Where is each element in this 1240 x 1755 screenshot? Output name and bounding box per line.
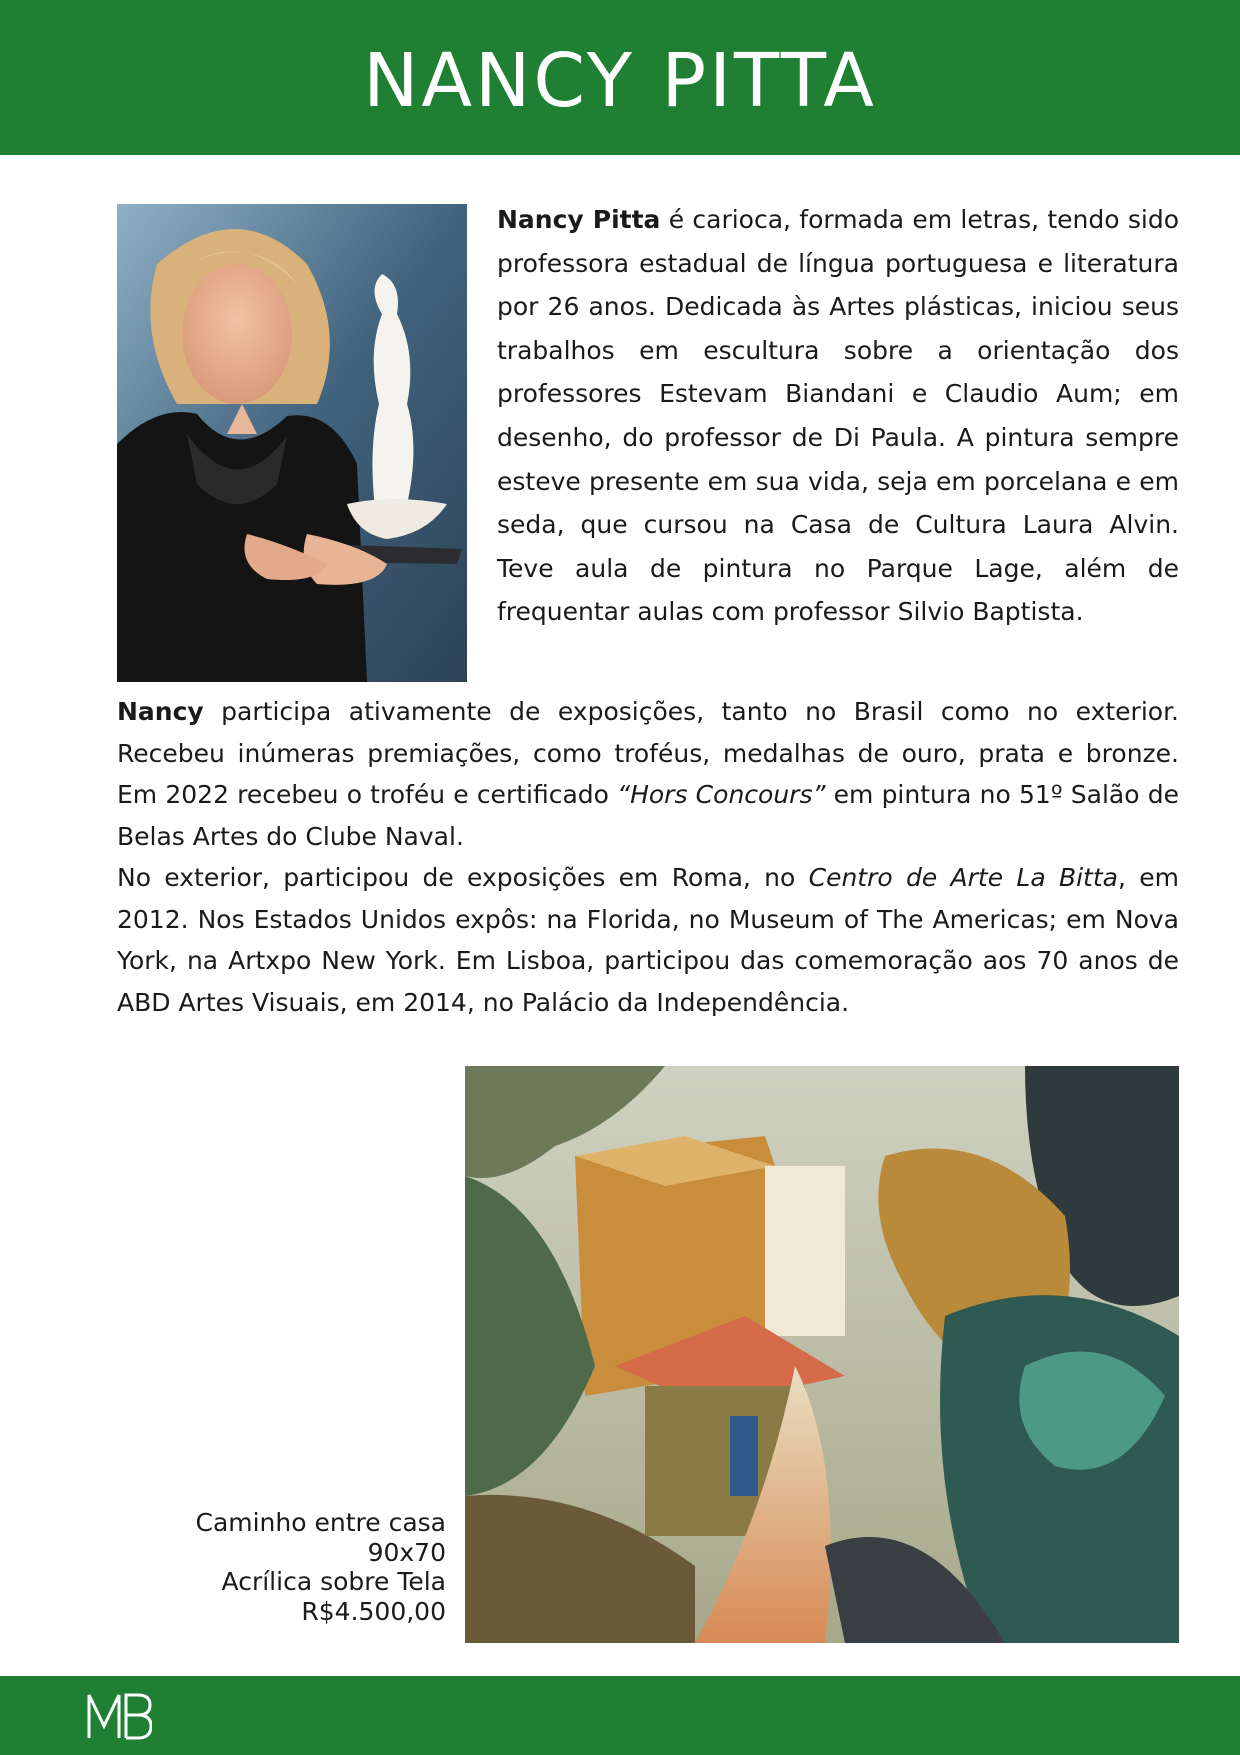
- bio-exterior-italic: Centro de Arte La Bitta: [808, 863, 1118, 892]
- page-title: NANCY PITTA: [363, 37, 877, 124]
- bio-intro-paragraph: [497, 198, 1179, 634]
- bio-exterior-text: No exterior, participou de exposições em Roma, no: [117, 863, 809, 892]
- bio-exterior-paragraph: [117, 857, 1179, 1023]
- bio-awards-name: Nancy: [117, 697, 204, 726]
- bio-awards-text-end: em pintura no 51º Salão de Belas Artes do Clube Naval.: [117, 780, 1179, 851]
- bio-intro-text: é carioca, formada em letras, tendo sido professora estadual de língua portuguesa e literatura por 26 anos. Dedicada às Artes plásticas, iniciou seus trabalhos em escultura sobre a orientação dos professores Estevam Biandani e Claudio Aum; em desenho, do professor de Di Paula. A pintura sempre esteve presente em sua vida, seja em porcelana e em seda, que cursou na Casa de Cultura Laura Alvin. Teve aula de pintura no Parque Lage, além de frequentar aulas com professor Silvio Baptista.: [497, 205, 1179, 627]
- page-header: [0, 0, 1240, 155]
- bio-awards-paragraph: [117, 691, 1179, 857]
- artwork-painting: [465, 1066, 1179, 1643]
- bio-exterior-text-end: , em 2012. Nos Estados Unidos expôs: na Florida, no Museum of The Americas; em Nova York, na Artxpo New York. Em Lisboa, participou das comemoração aos 70 anos de ABD Artes Visuais, em 2014, no Palácio da Independência.: [117, 863, 1179, 1017]
- mb-logo-icon: [86, 1690, 152, 1740]
- artist-portrait: [117, 204, 467, 682]
- artwork-medium: Acrílica sobre Tela: [221, 1567, 446, 1596]
- artwork-size: 90x70: [367, 1537, 446, 1567]
- page-footer: [0, 1676, 1240, 1755]
- bio-intro-name: Nancy Pitta: [497, 205, 661, 234]
- bio-main: [117, 691, 1179, 1023]
- artwork-caption: [150, 1508, 446, 1626]
- artwork-price: R$4.500,00: [301, 1596, 446, 1626]
- artwork-title: Caminho entre casa: [195, 1508, 446, 1537]
- bio-awards-text: participa ativamente de exposições, tanto no Brasil como no exterior. Recebeu inúmeras premiações, como troféus, medalhas de ouro, prata e bronze. Em 2022 recebeu o troféu e certificado: [117, 697, 1179, 809]
- bio-awards-italic: “Hors Concours”: [617, 780, 826, 809]
